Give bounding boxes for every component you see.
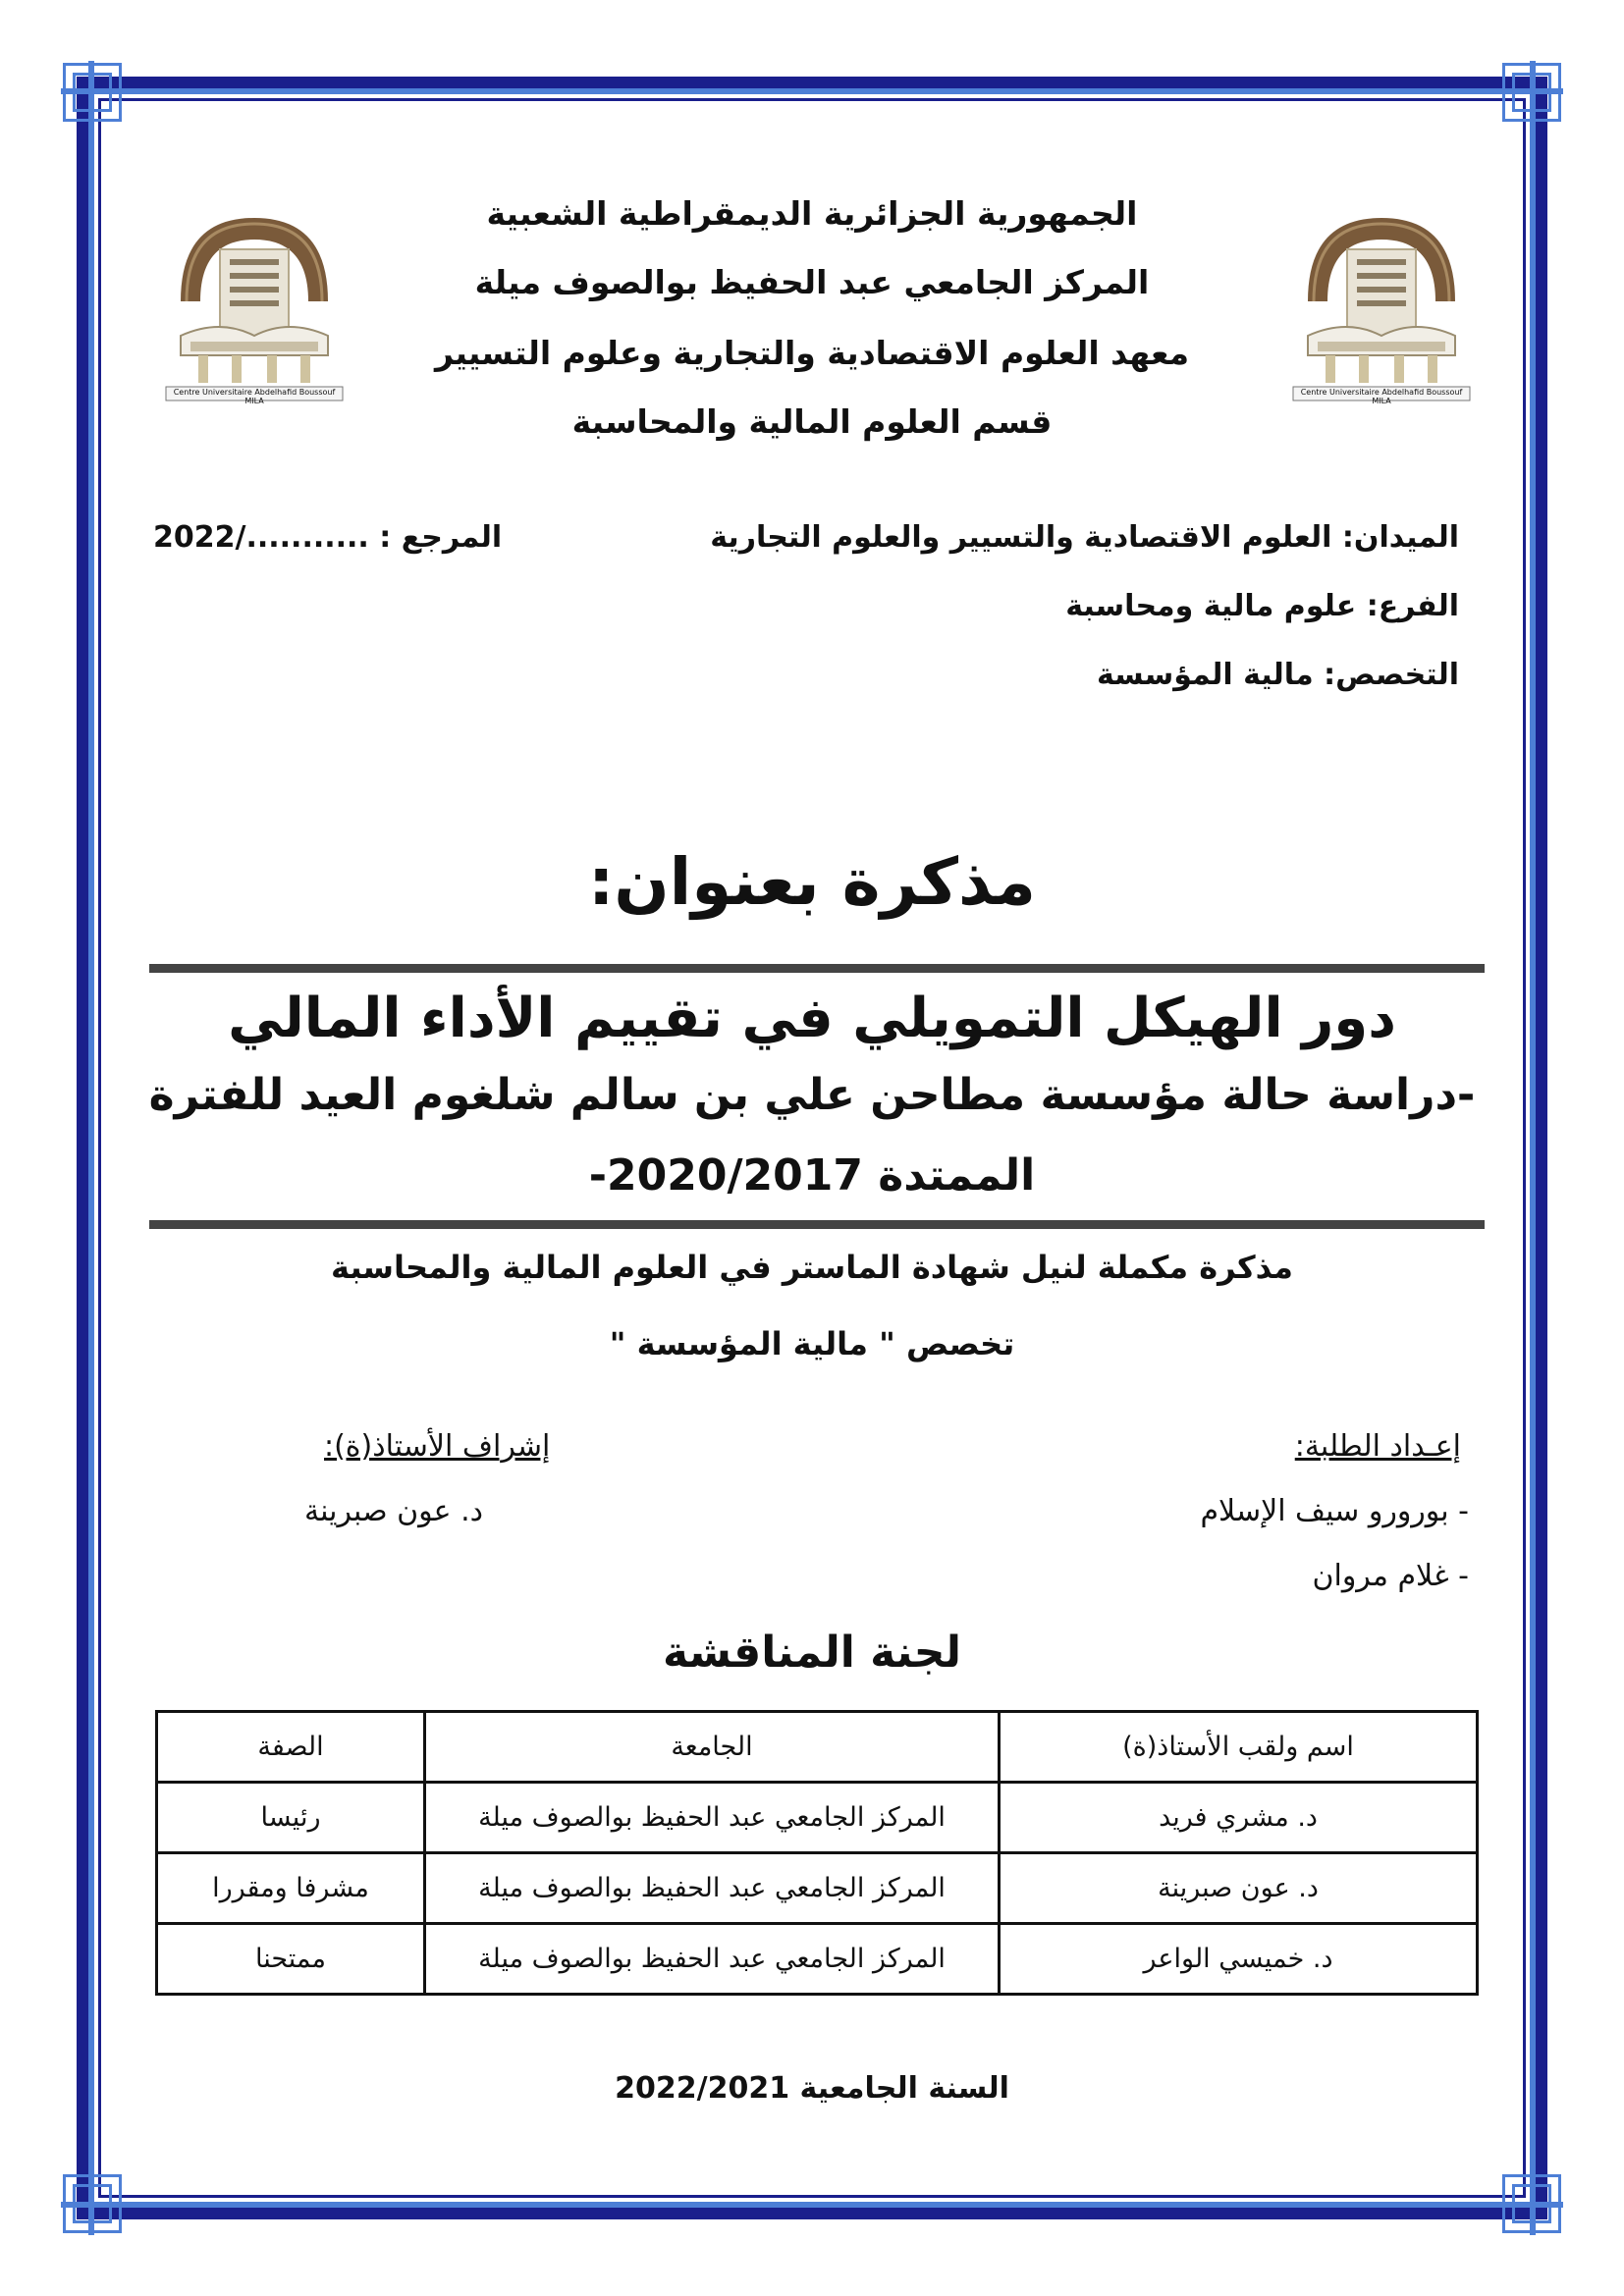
member-role: مشرفا ومقررا [157,1853,425,1924]
title-rule-top [149,964,1485,973]
member-name: د. عون صبرينة [1000,1853,1478,1924]
member-university: المركز الجامعي عبد الحفيظ بوالصوف ميلة [425,1924,1000,1995]
border-accent-top [61,88,1563,94]
corner-ornament [73,73,112,112]
supervisor-label: إشراف الأستاذ(ة): [324,1429,551,1464]
thesis-subtitle-2: الممتدة 2020/2017- [588,1150,1036,1201]
member-university: المركز الجامعي عبد الحفيظ بوالصوف ميلة [425,1783,1000,1853]
header-department: قسم العلوم المالية والمحاسبة [571,402,1053,441]
logo-caption: Centre Universitaire Abdelhafid Boussouf MILA [173,388,336,405]
column-header: اسم ولقب الأستاذ(ة) [1000,1712,1478,1783]
thesis-title: دور الهيكل التمويلي في تقييم الأداء المالي [228,987,1396,1050]
table-header-row [157,1712,1478,1783]
supervisor-name: د. عون صبرينة [304,1494,483,1528]
committee-table [155,1710,1479,1996]
header-institute: معهد العلوم الاقتصادية والتجارية وعلوم التسيير [434,334,1190,372]
border-accent-right [1530,61,1536,2235]
degree-specialty: تخصص " مالية المؤسسة " [609,1325,1015,1362]
student-name: - غلام مروان [1312,1559,1469,1593]
table-row [157,1853,1478,1924]
member-name: د. خميسي الواعر [1000,1924,1478,1995]
title-rule-bottom [149,1220,1485,1229]
thesis-label: مذكرة بعنوان: [587,844,1037,920]
university-logo-right [1288,208,1475,404]
meta-reference: المرجع : .........../2022 [153,520,503,555]
student-name: - بورورو سيف الإسلام [1200,1494,1469,1528]
thesis-subtitle-1: -دراسة حالة مؤسسة مطاحن علي بن سالم شلغوم العيد للفترة [148,1070,1476,1120]
table-row [157,1924,1478,1995]
header-republic: الجمهورية الجزائرية الديمقراطية الشعبية [486,194,1138,233]
students-label: إعـداد الطلبة: [1294,1429,1461,1464]
table-row [157,1783,1478,1853]
committee-heading: لجنة المناقشة [662,1628,962,1678]
meta-field: الميدان: العلوم الاقتصادية والتسيير والعلوم التجارية [710,520,1459,555]
member-role: ممتحنا [157,1924,425,1995]
university-logo-left [161,208,348,404]
column-header: الجامعة [425,1712,1000,1783]
academic-year: السنة الجامعية 2022/2021 [615,2071,1009,2106]
member-role: رئيسا [157,1783,425,1853]
meta-branch: الفرع: علوم مالية ومحاسبة [1065,589,1459,623]
column-header: الصفة [157,1712,425,1783]
corner-ornament [1512,73,1551,112]
header-university: المركز الجامعي عبد الحفيظ بوالصوف ميلة [474,263,1150,301]
member-name: د. مشري فريد [1000,1783,1478,1853]
corner-ornament [1512,2184,1551,2223]
border-accent-bottom [61,2202,1563,2208]
degree-purpose: مذكرة مكملة لنيل شهادة الماستر في العلوم المالية والمحاسبة [331,1249,1293,1286]
corner-ornament [73,2184,112,2223]
logo-caption: Centre Universitaire Abdelhafid Boussouf MILA [1300,388,1463,405]
member-university: المركز الجامعي عبد الحفيظ بوالصوف ميلة [425,1853,1000,1924]
meta-specialty: التخصص: مالية المؤسسة [1096,658,1459,692]
border-accent-left [88,61,94,2235]
